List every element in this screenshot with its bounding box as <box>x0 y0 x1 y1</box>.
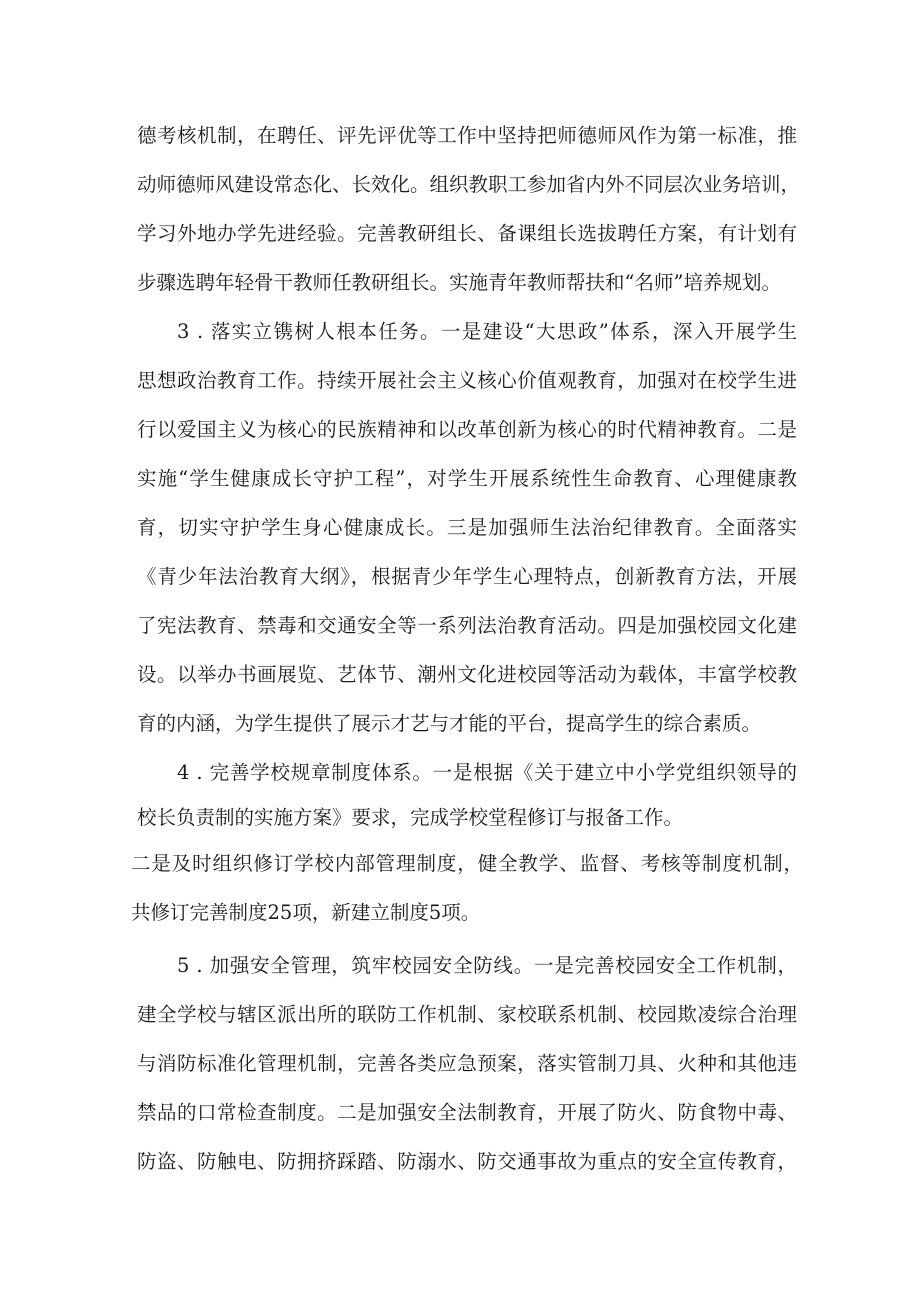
text-line: 学习外地办学先进经验。完善教研组长、备课组长选拔聘任方案，有计划有 <box>137 222 797 245</box>
text-line: 共修订完善制度25项，新建立制度5项。 <box>131 901 481 924</box>
text-line: 行以爱国主义为核心的民族精神和以改革创新为核心的时代精神教育。二是 <box>137 418 797 441</box>
text-line: 动师德师风建设常态化、长效化。组织教职工参加省内外不同层次业务培训， <box>137 173 801 196</box>
paragraph <box>137 941 797 1186</box>
text-line: 德考核机制，在聘任、评先评优等工作中坚持把师德师风作为第一标准，推 <box>137 124 797 147</box>
text-line: 育的内涵，为学生提供了展示才艺与才能的平台，提高学生的综合素质。 <box>137 712 762 735</box>
text-line: 禁品的口常检查制度。二是加强安全法制教育，开展了防火、防食物中毒、 <box>137 1101 797 1124</box>
text-line: 《青少年法治教育大纲》，根据青少年学生心理特点，创新教育方法，开展 <box>137 565 797 588</box>
paragraph <box>137 111 801 307</box>
text-line: 校长负责制的实施方案》要求，完成学校堂程修订与报备工作。 <box>137 806 684 829</box>
text-line: 步骤选聘年轻骨干教师任教研组长。实施青年教师帮扶和“名师”培养规划。 <box>137 271 781 294</box>
text-line: 防盗、防触电、防拥挤踩踏、防溺水、防交通事故为重点的安全宣传教育， <box>137 1150 797 1173</box>
text-line: 思想政治教育工作。持续开展社会主义核心价值观教育，加强对在校学生进 <box>137 369 797 392</box>
paragraph <box>137 307 797 748</box>
text-line: 了宪法教育、禁毒和交通安全等一系列法治教育活动。四是加强校园文化建 <box>137 614 797 637</box>
paragraph <box>131 839 803 937</box>
text-line: 建全学校与辖区派出所的联防工作机制、家校联系机制、校园欺凌综合治理 <box>137 1003 797 1026</box>
text-line: 设。以举办书画展览、艺体节、潮州文化进校园等活动为载体，丰富学校教 <box>137 663 797 686</box>
text-line: 二是及时组织修订学校内部管理制度，健全教学、监督、考核等制度机制， <box>131 852 803 875</box>
text-line: 与消防标准化管理机制，完善各类应急预案，落实管制刀具、火种和其他违 <box>137 1052 797 1075</box>
text-line: 实施“学生健康成长守护工程”，对学生开展系统性生命教育、心理健康教 <box>137 467 797 490</box>
text-line: 5 . 加强安全管理，筑牢校园安全防线。一是完善校园安全工作机制， <box>177 954 797 977</box>
document-body <box>131 111 803 1186</box>
paragraph <box>137 748 797 839</box>
text-line: 育，切实守护学生身心健康成长。三是加强师生法治纪律教育。全面落实 <box>137 516 797 539</box>
text-line: 3 . 落实立镌树人根本任务。一是建设“大思政”体系，深入开展学生 <box>177 320 797 343</box>
text-line: 4 . 完善学校规章制度体系。一是根据《关于建立中小学党组织领导的 <box>177 761 797 784</box>
